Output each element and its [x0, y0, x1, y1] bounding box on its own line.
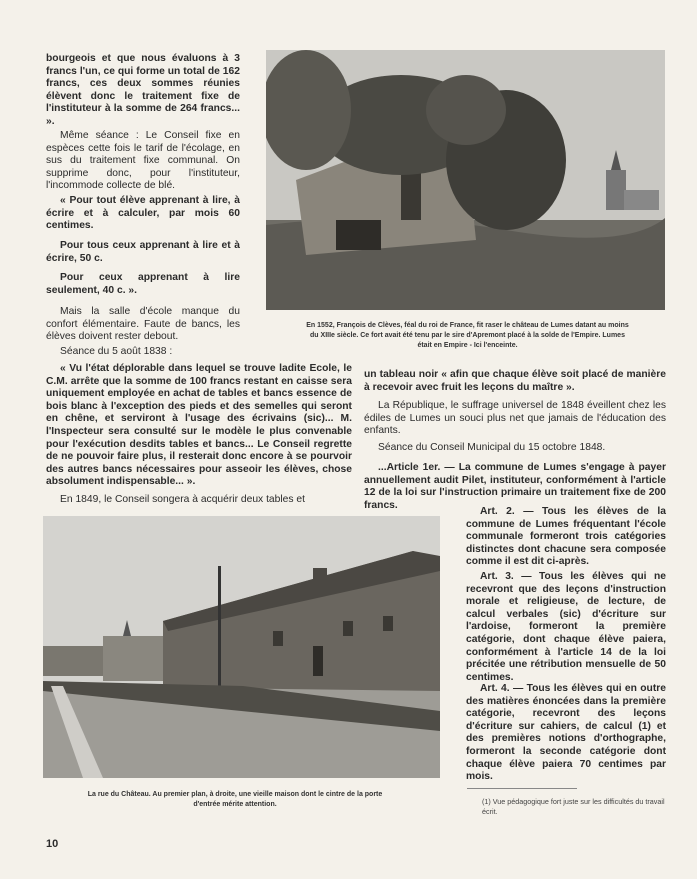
castle-ruins-photo [266, 50, 665, 310]
left-paragraph-9: En 1849, le Conseil songera à acquérir deux tables et [60, 494, 305, 505]
left-paragraph-7: Séance du 5 août 1838 : [60, 346, 173, 357]
street-photo [43, 516, 440, 778]
left-paragraph-4: Pour tous ceux apprenant à lire et à écrire, 50 c. [46, 240, 240, 264]
left-paragraph-8: « Vu l'état déplorable dans lequel se trouve ladite Ecole, le C.M. arrête que la somme de 100 francs restant en caisse sera uniquement employée en achat de tables et bancs essence de bois blanc à l'exception des pieds et des semelles qui seront en chêne, et serviront à l'usage des écrivains (sic)... M. l'Inspecteur sera consulté sur le modèle le plus convenable pour l'exécution desdits tables et bancs... Le Conseil regrette de ne pouvoir faire plus, il resterait donc encore à se pourvoir des autres bancs nécessaires pour asseoir les élèves, chose absolument indispensable... ». [46, 363, 352, 488]
footnote-divider [467, 788, 577, 789]
page-number: 10 [46, 838, 59, 850]
right-paragraph-1: un tableau noir « afin que chaque élève soit placé de manière à recevoir avec fruit les leçons du maître ». [364, 369, 666, 393]
right-paragraph-3: Séance du Conseil Municipal du 15 octobre 1848. [378, 442, 606, 453]
right-paragraph-2: La République, le suffrage universel de 1848 éveillent chez les édiles de Lumes un souci plus net que jamais de l'éducation des enfants. [364, 400, 666, 437]
castle-photo-caption: En 1552, François de Clèves, féal du roi de France, fit raser le château de Lumes datant au moins du XIIIe siècle. Ce fort avait été tenu par le sire d'Apremont placé à la solde de l'Empire. Lumes était en Empire - Ici l'enceinte. [306, 322, 629, 349]
left-paragraph-6: Mais la salle d'école manque du confort élémentaire. Faute de bancs, les élèves doivent rester debout. [46, 306, 240, 343]
article-3: Art. 3. — Tous les élèves qui ne recevront que des leçons d'instruction morale et religieuse, de lecture, de calcul verbales (sic) d'écriture sur l'ardoise, formeront la première catégorie, dont chaque élève paiera, conformément à l'article 14 de la loi précitée une rétribution mensuelle de 50 centimes. [466, 571, 666, 683]
right-paragraph-4: ...Article 1er. — La commune de Lumes s'engage à payer annuellement audit Pilet, instituteur, conformément à l'article 12 de la loi sur l'instruction primaire un traitement fixe de 200 francs. [364, 462, 666, 511]
footnote: (1) Vue pédagogique fort juste sur les difficultés du travail écrit. [482, 797, 665, 816]
left-paragraph-1: bourgeois et que nous évaluons à 3 francs l'un, ce qui forme un total de 162 francs, ces deux sommes réunies élèvent donc le traitement fixe de l'instituteur à la somme de 264 francs... ». [46, 53, 240, 127]
left-paragraph-3: « Pour tout élève apprenant à lire, à écrire et à calculer, par mois 60 centimes. [46, 195, 240, 232]
left-paragraph-5: Pour ceux apprenant à lire seulement, 40 c. ». [46, 272, 240, 296]
article-4: Art. 4. — Tous les élèves qui en outre des matières énoncées dans la première catégorie, recevront des leçons d'écriture sur cahiers, de calcul (1) et des premières notions d'orthographe, formeront la seconde catégorie dont chaque élève paiera 70 centimes par mois. [466, 683, 666, 783]
street-photo-caption: La rue du Château. Au premier plan, à droite, une vieille maison dont le cintre de la porte d'entrée mérite attention. [87, 791, 383, 808]
left-paragraph-2: Même séance : Le Conseil fixe en espèces cette fois le tarif de l'écolage, en sus du traitement fixe communal. On supprime donc, pour l'instituteur, l'incommode collecte de blé. [46, 130, 240, 192]
article-2: Art. 2. — Tous les élèves de la commune de Lumes fréquentant l'école communale formeront trois catégories distinctes dont chacune sera composée comme il est dit ci-après. [466, 506, 666, 568]
